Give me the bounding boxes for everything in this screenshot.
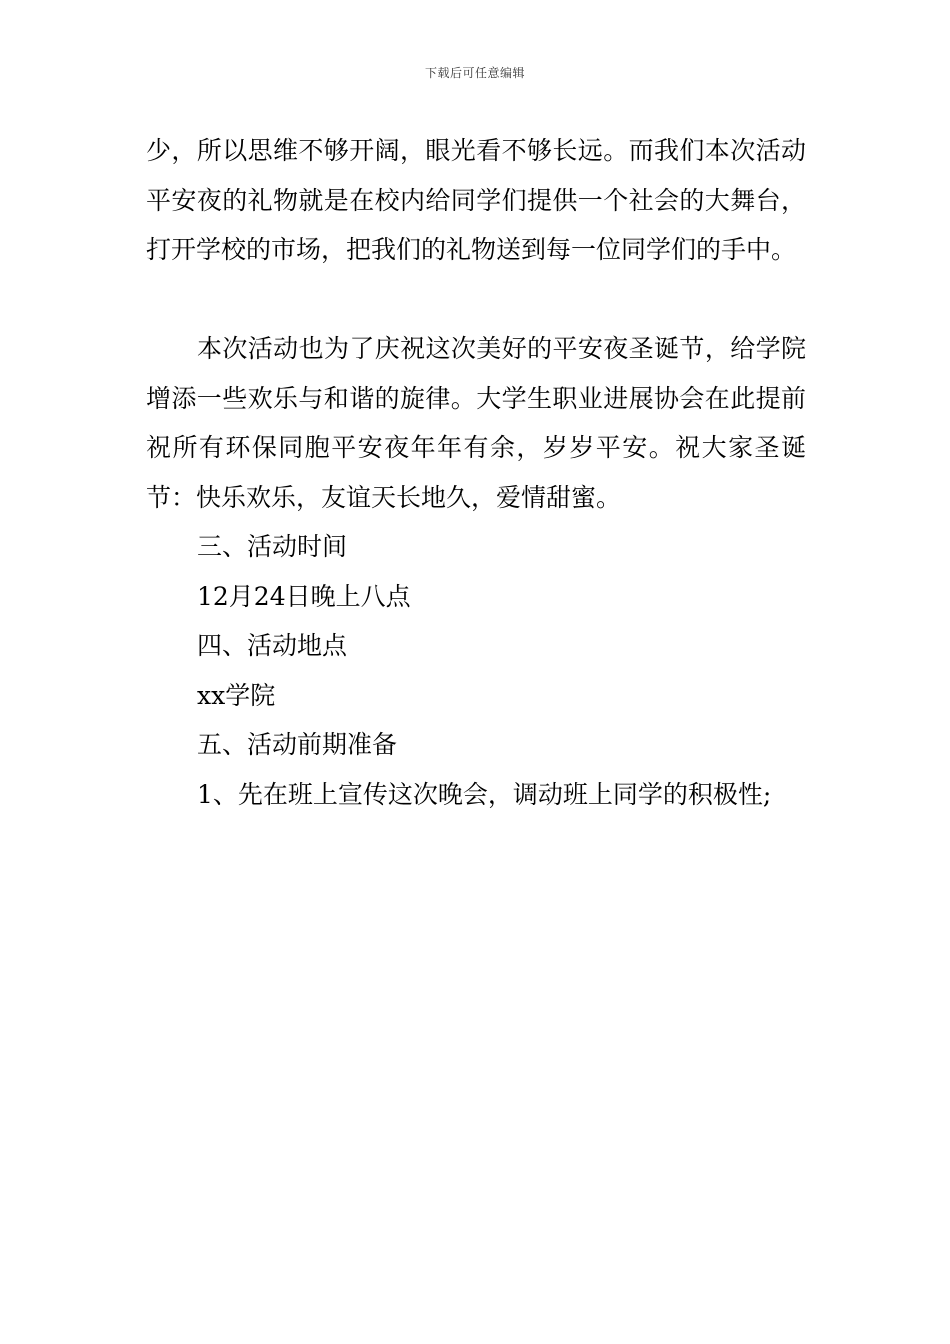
paragraph-2: 本次活动也为了庆祝这次美好的平安夜圣诞节，给学院增添一些欢乐与和谐的旋律。大学生职业进展协会在此提前祝所有环保同胞平安夜年年有余，岁岁平安。祝大家圣诞节：快乐欢乐，友谊天长地久，爱情甜蜜。 (146, 334, 806, 512)
paragraph-1: 少，所以思维不够开阔，眼光看不够长远。而我们本次活动平安夜的礼物就是在校内给同学们提供一个社会的大舞台，打开学校的市场，把我们的礼物送到每一位同学们的手中。 (146, 136, 806, 264)
section-5-title: 五、活动前期准备 (197, 730, 398, 759)
section-4-title: 四、活动地点 (197, 631, 348, 660)
document-body (146, 126, 806, 819)
section-4-value: xx学院 (197, 680, 276, 710)
list-item-1: 1、先在班上宣传这次晚会，调动班上同学的积极性; (197, 779, 772, 809)
section-3-title: 三、活动时间 (197, 532, 348, 561)
page-header: 下载后可任意编辑 (424, 66, 525, 80)
section-3-value: 12月24日晚上八点 (197, 581, 411, 611)
